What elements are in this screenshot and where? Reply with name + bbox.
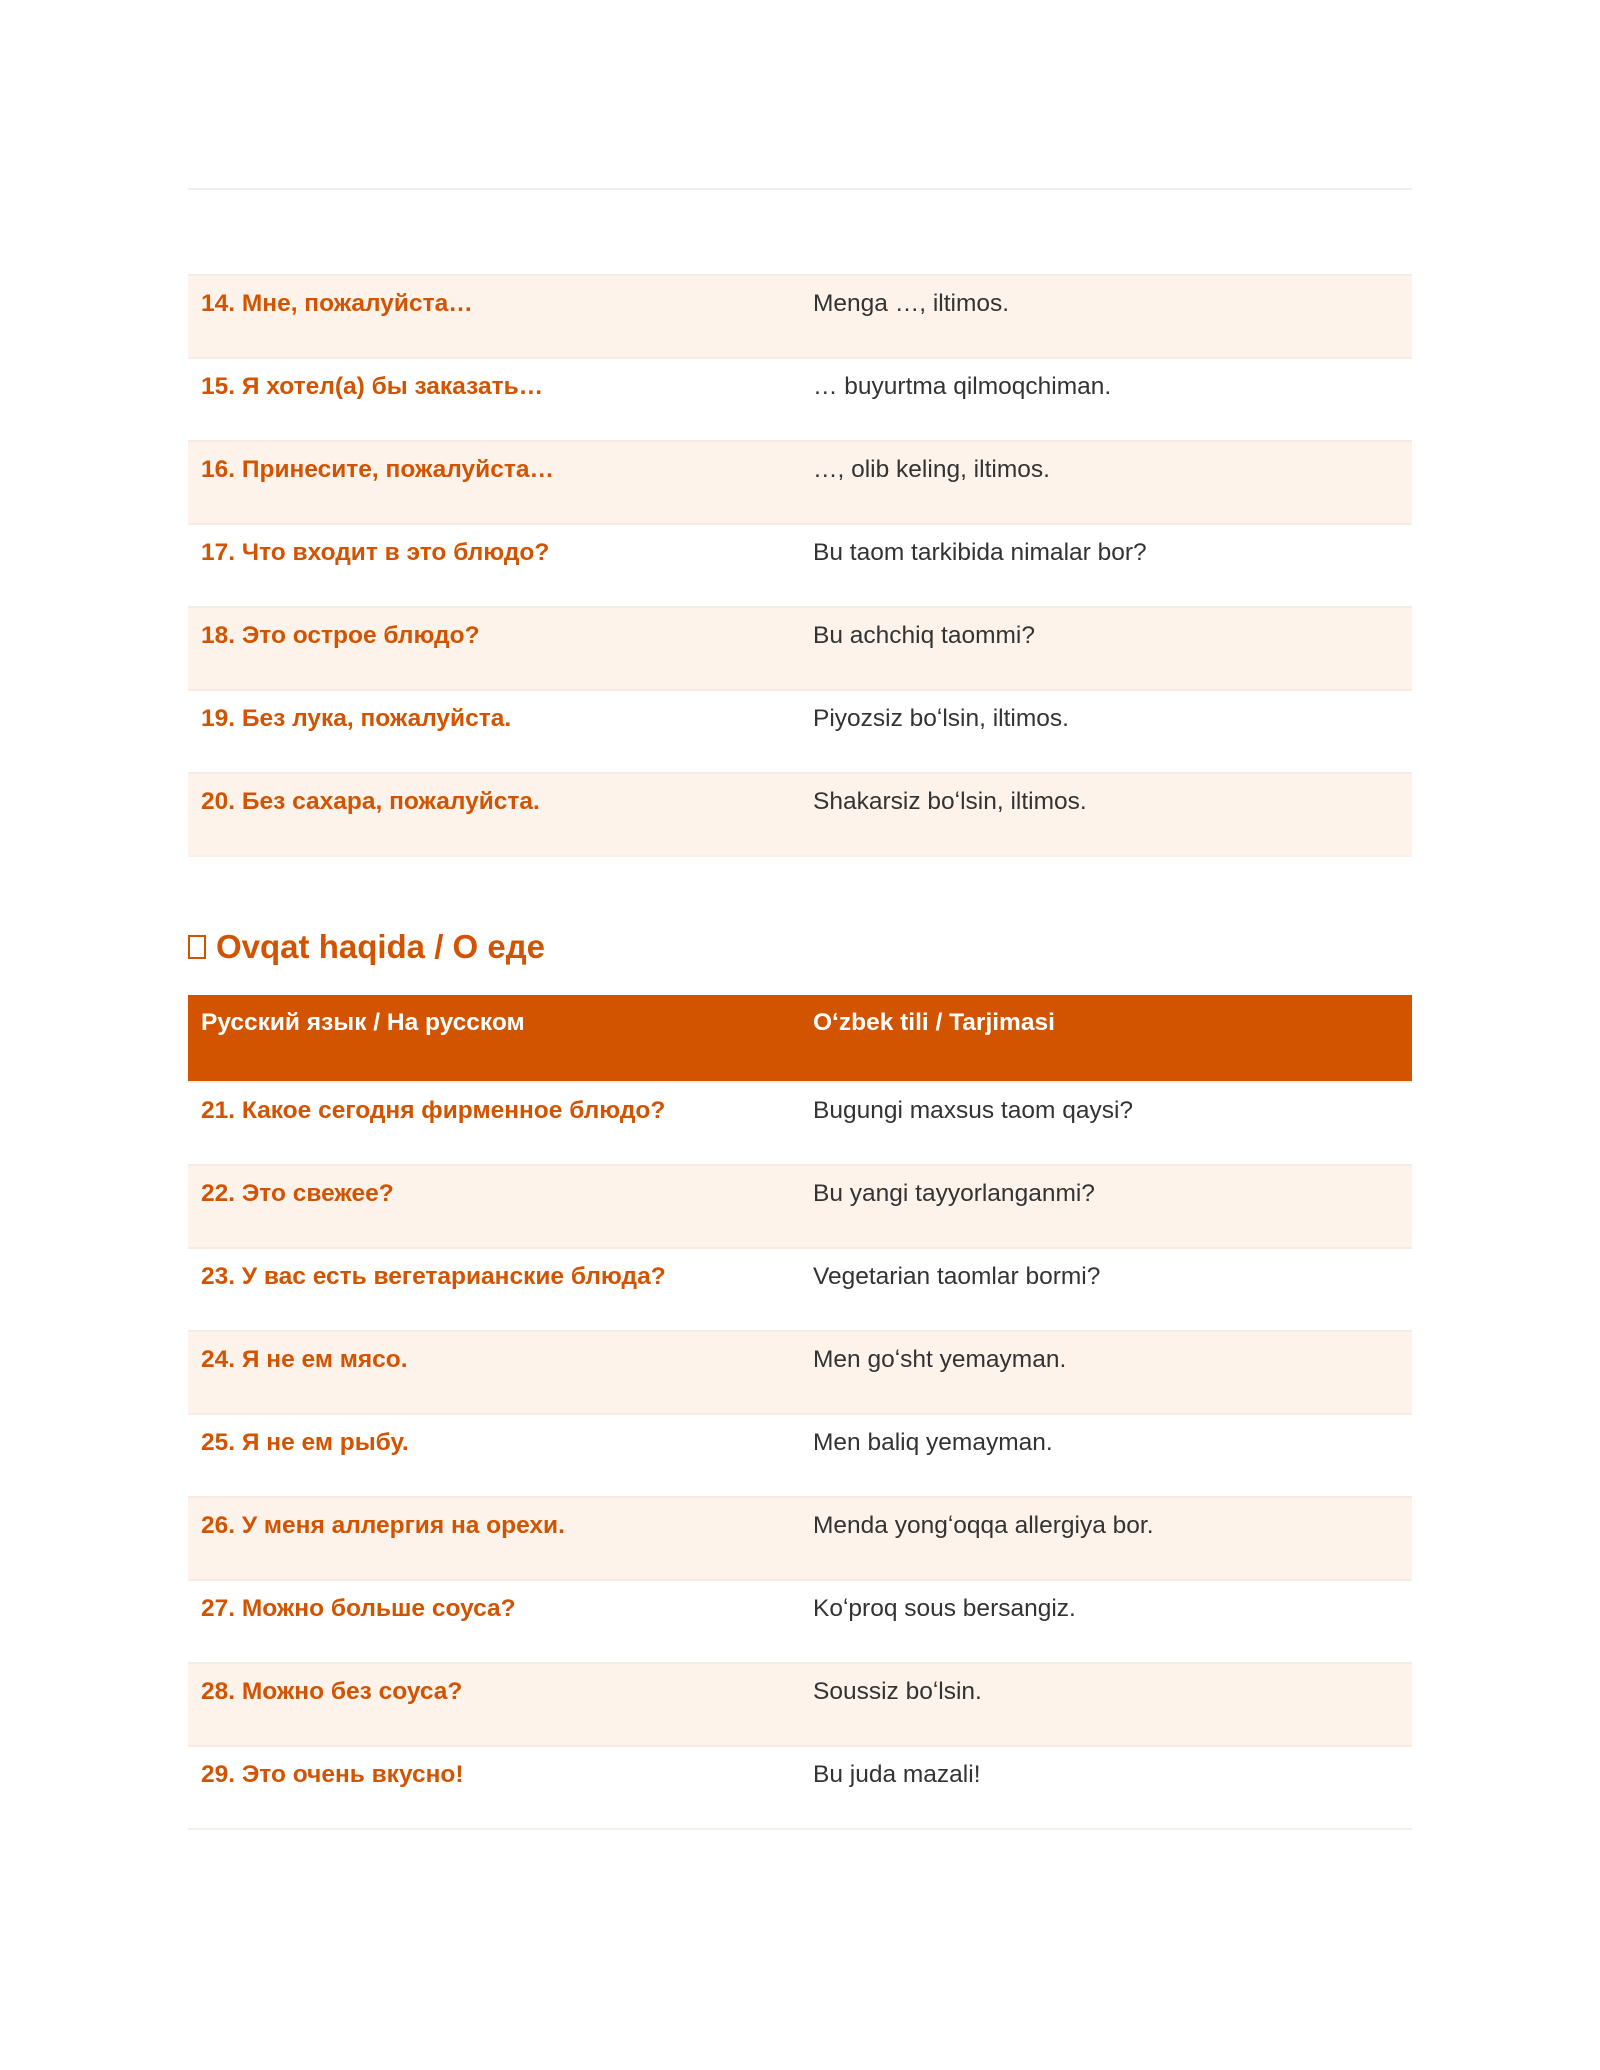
top-divider bbox=[188, 188, 1412, 190]
section-heading bbox=[188, 930, 545, 963]
russian-phrase: 16. Принесите, пожалуйста… bbox=[188, 441, 800, 524]
uzbek-translation: Men baliq yemayman. bbox=[813, 1429, 1053, 1456]
russian-phrase: 24. Я не ем мясо. bbox=[188, 1331, 800, 1414]
table-row bbox=[188, 1497, 1412, 1580]
table-row bbox=[188, 1663, 1412, 1746]
table-row bbox=[188, 1248, 1412, 1331]
table-row bbox=[188, 275, 1412, 358]
russian-phrase: 27. Можно больше соуса? bbox=[201, 1595, 516, 1622]
uzbek-translation: Shakarsiz boʻlsin, iltimos. bbox=[800, 773, 1412, 856]
russian-phrase: 15. Я хотел(а) бы заказать… bbox=[201, 373, 544, 400]
russian-phrase: 19. Без лука, пожалуйста. bbox=[201, 705, 512, 732]
table-row bbox=[188, 1165, 1412, 1248]
table-row bbox=[188, 1414, 1412, 1497]
uzbek-translation: Bu taom tarkibida nimalar bor? bbox=[813, 539, 1147, 566]
table-row bbox=[188, 524, 1412, 607]
section-title-text: Ovqat haqida / О еде bbox=[216, 928, 546, 965]
uzbek-translation: Koʻproq sous bersangiz. bbox=[813, 1595, 1076, 1622]
russian-phrase: 29. Это очень вкусно! bbox=[201, 1761, 464, 1788]
table-row bbox=[188, 773, 1412, 856]
uzbek-translation: … buyurtma qilmoqchiman. bbox=[813, 373, 1112, 400]
russian-phrase: 22. Это свежее? bbox=[188, 1165, 800, 1248]
russian-phrase: 23. У вас есть вегетарианские блюда? bbox=[201, 1263, 666, 1290]
missing-glyph-icon bbox=[188, 935, 206, 959]
table-row bbox=[188, 441, 1412, 524]
uzbek-translation: Bugungi maxsus taom qaysi? bbox=[813, 1097, 1134, 1124]
russian-phrase: 14. Мне, пожалуйста… bbox=[188, 275, 800, 358]
russian-phrase: 26. У меня аллергия на орехи. bbox=[188, 1497, 800, 1580]
column-header-russian: Русский язык / На русском bbox=[188, 995, 800, 1082]
russian-phrase: 17. Что входит в это блюдо? bbox=[201, 539, 550, 566]
uzbek-translation: Men goʻsht yemayman. bbox=[800, 1331, 1412, 1414]
uzbek-translation: Menda yongʻoqqa allergiya bor. bbox=[800, 1497, 1412, 1580]
table-row bbox=[188, 607, 1412, 690]
table-row bbox=[188, 1746, 1412, 1829]
phrase-table-ordering bbox=[188, 274, 1412, 857]
phrase-table-food bbox=[188, 995, 1412, 1830]
uzbek-translation: Bu yangi tayyorlanganmi? bbox=[800, 1165, 1412, 1248]
russian-phrase: 18. Это острое блюдо? bbox=[188, 607, 800, 690]
uzbek-translation: Vegetarian taomlar bormi? bbox=[813, 1263, 1101, 1290]
table-row bbox=[188, 358, 1412, 441]
table-row bbox=[188, 1082, 1412, 1165]
russian-phrase: 21. Какое сегодня фирменное блюдо? bbox=[201, 1097, 666, 1124]
table-row bbox=[188, 1331, 1412, 1414]
table-row bbox=[188, 1580, 1412, 1663]
russian-phrase: 25. Я не ем рыбу. bbox=[201, 1429, 409, 1456]
uzbek-translation: Soussiz boʻlsin. bbox=[800, 1663, 1412, 1746]
uzbek-translation: Bu achchiq taommi? bbox=[800, 607, 1412, 690]
uzbek-translation: …, olib keling, iltimos. bbox=[800, 441, 1412, 524]
russian-phrase: 20. Без сахара, пожалуйста. bbox=[188, 773, 800, 856]
uzbek-translation: Bu juda mazali! bbox=[813, 1761, 981, 1788]
column-header-uzbek: Oʻzbek tili / Tarjimasi bbox=[800, 995, 1412, 1082]
table-row bbox=[188, 690, 1412, 773]
table-header-row bbox=[188, 995, 1412, 1082]
uzbek-translation: Menga …, iltimos. bbox=[800, 275, 1412, 358]
russian-phrase: 28. Можно без соуса? bbox=[188, 1663, 800, 1746]
uzbek-translation: Piyozsiz boʻlsin, iltimos. bbox=[813, 705, 1069, 732]
